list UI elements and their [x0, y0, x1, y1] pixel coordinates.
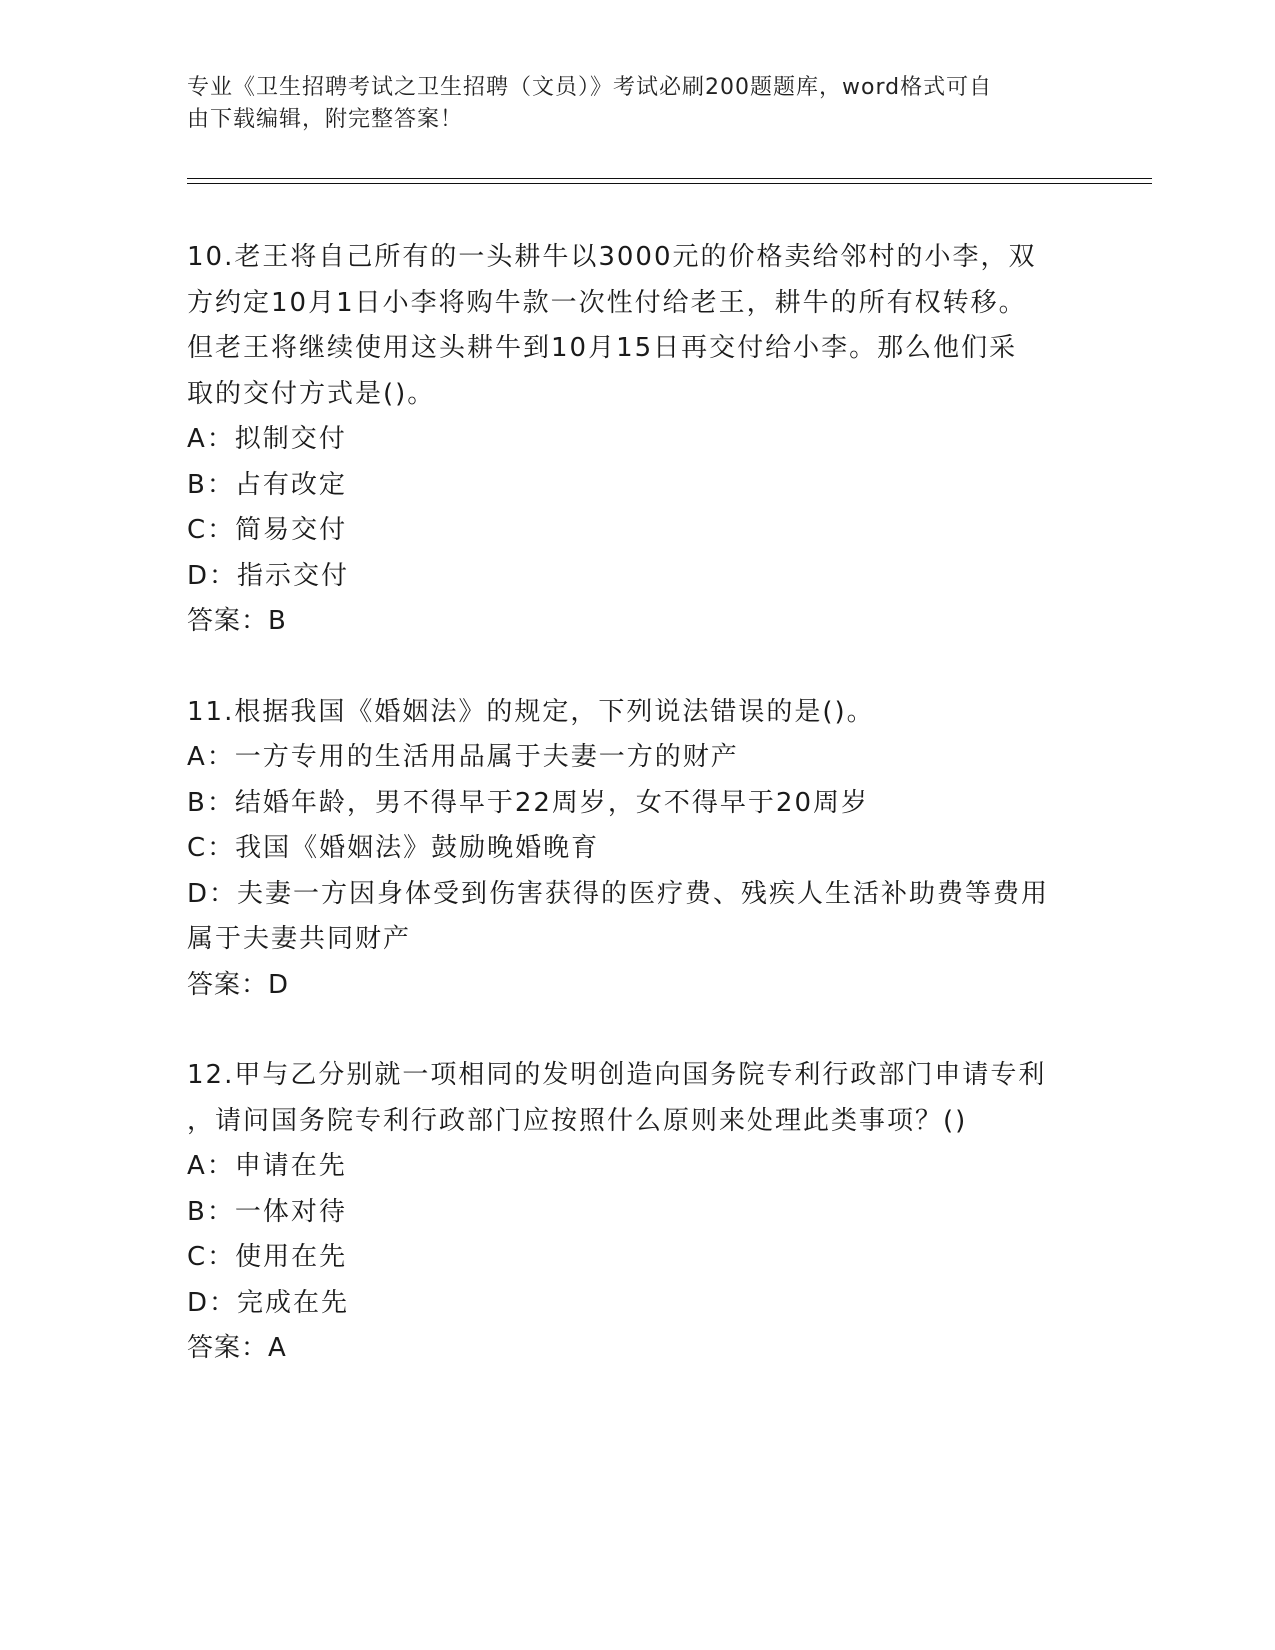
option-a: A：申请在先 [187, 1151, 347, 1181]
option-c: C：我国《婚姻法》鼓励晚婚晚育 [187, 833, 600, 863]
question-stem-line: 11.根据我国《婚姻法》的规定，下列说法错误的是()。 [187, 696, 875, 727]
question-stem-line: 取的交付方式是()。 [187, 378, 436, 409]
option-d: D：夫妻一方因身体受到伤害获得的医疗费、残疾人生活补助费等费用 [187, 878, 1050, 909]
option-c: C：使用在先 [187, 1242, 348, 1272]
question-list [187, 235, 1067, 1417]
header-divider-bottom [187, 183, 1152, 184]
header-line-1: 专业《卫生招聘考试之卫生招聘（文员）》考试必刷200题题库，word格式可自 [187, 75, 993, 100]
question-12 [187, 1053, 1067, 1372]
question-10 [187, 235, 1067, 645]
question-stem-line: 方约定10月1日小李将购牛款一次性付给老王，耕牛的所有权转移。 [187, 287, 1027, 318]
answer-label: 答案：B [187, 606, 287, 636]
header-line-2: 由下载编辑，附完整答案！ [187, 107, 464, 132]
option-d: D：完成在先 [187, 1287, 350, 1318]
option-a: A：一方专用的生活用品属于夫妻一方的财产 [187, 742, 739, 772]
question-stem-line: 但老王将继续使用这头耕牛到10月15日再交付给小李。那么他们采 [187, 333, 1018, 363]
option-a: A：拟制交付 [187, 424, 347, 454]
option-b: B：占有改定 [187, 469, 347, 500]
document-header [187, 72, 1067, 136]
question-11 [187, 690, 1067, 1009]
option-d: D：指示交付 [187, 560, 350, 591]
question-stem-line: 12.甲与乙分别就一项相同的发明创造向国务院专利行政部门申请专利 [187, 1060, 1047, 1090]
header-divider-top [187, 178, 1152, 179]
option-b: B：结婚年龄，男不得早于22周岁，女不得早于20周岁 [187, 787, 870, 818]
option-b: B：一体对待 [187, 1196, 347, 1227]
option-c: C：简易交付 [187, 515, 348, 545]
answer-label: 答案：D [187, 969, 290, 1000]
answer-label: 答案：A [187, 1333, 287, 1363]
question-stem-line: 10.老王将自己所有的一头耕牛以3000元的价格卖给邻村的小李，双 [187, 242, 1037, 272]
question-stem-line: ，请问国务院专利行政部门应按照什么原则来处理此类事项？() [187, 1105, 968, 1136]
option-d-continued: 属于夫妻共同财产 [187, 924, 412, 954]
